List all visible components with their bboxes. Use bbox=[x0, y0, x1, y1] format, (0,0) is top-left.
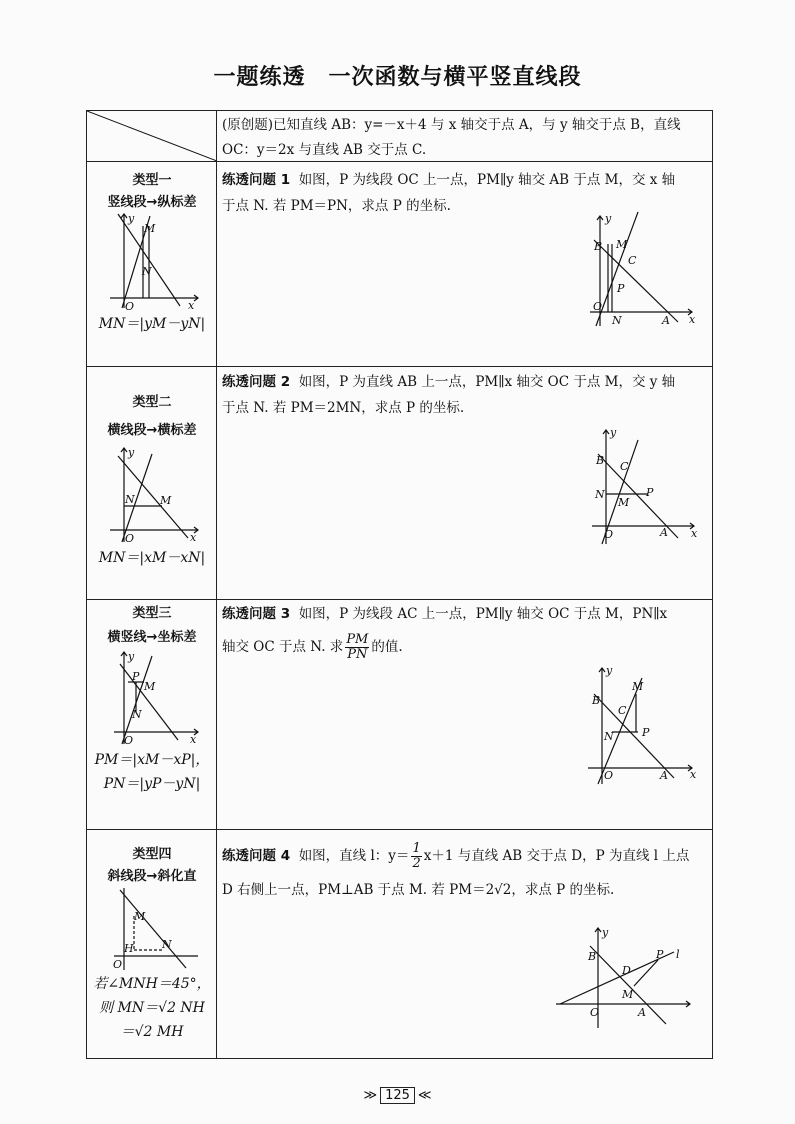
label-M: M bbox=[134, 910, 146, 923]
label-M: M bbox=[144, 680, 156, 693]
problem-two: 练透问题 2 如图，P 为直线 AB 上一点，PM∥x 轴交 OC 于点 M，交 y 轴 于点 N. 若 PM＝2MN，求点 P 的坐标. bbox=[222, 374, 676, 416]
type-one-formula: MN＝|yM－yN| bbox=[98, 316, 206, 332]
fig3-label-P: P bbox=[642, 726, 650, 739]
fig1-label-y: y bbox=[605, 212, 612, 225]
fig1-label-x: x bbox=[689, 313, 696, 326]
type-four-heading: 类型四 斜线段→斜化直 bbox=[107, 847, 197, 884]
label-H: H bbox=[124, 942, 134, 955]
label-N: N bbox=[142, 265, 152, 278]
fig4-label-M: M bbox=[622, 988, 634, 1001]
problem-four: 练透问题 4 如图，直线 l：y＝ $\frac{1}{2}$ x＋1 与直线 AB 交于点 D，P 为直线 l 上点 D 右侧上一点，PM⊥AB 于点 M. 若 PM＝2√2，求点 P 的坐标. bbox=[222, 841, 690, 898]
row-divider bbox=[87, 829, 712, 830]
fig3-label-N: N bbox=[604, 730, 614, 743]
label-x: x bbox=[188, 299, 195, 312]
page-number: 125 bbox=[380, 1087, 415, 1104]
fig4-label-B: B bbox=[588, 950, 597, 963]
label-P: P bbox=[132, 670, 140, 683]
label-M: M bbox=[160, 494, 172, 507]
type-three-formula: PM＝|xM－xP|， PN＝|yP－yN| bbox=[94, 752, 210, 792]
label-y: y bbox=[128, 212, 135, 225]
type-two-diagram bbox=[104, 446, 204, 546]
row-divider bbox=[87, 366, 712, 367]
problem-two-figure bbox=[590, 426, 700, 548]
label-x: x bbox=[190, 733, 197, 746]
fig2-label-A: A bbox=[660, 526, 668, 539]
type-two-formula: MN＝|xM－xN| bbox=[98, 550, 206, 566]
fig4-label-l: l bbox=[676, 948, 680, 961]
fig1-label-N: N bbox=[612, 314, 622, 327]
type-one-diagram bbox=[104, 212, 204, 312]
fig2-label-P: P bbox=[646, 486, 654, 499]
fig2-label-C: C bbox=[620, 460, 629, 473]
label-y: y bbox=[128, 446, 135, 459]
fig2-label-M: M bbox=[618, 496, 630, 509]
row-divider bbox=[87, 599, 712, 600]
type-four-formula: 若∠MNH＝45°， 则 MN＝√2 NH ＝√2 MH bbox=[93, 976, 211, 1040]
problem-three: 练透问题 3 如图，P 为线段 AC 上一点，PM∥y 轴交 OC 于点 M，PN∥x 轴交 OC 于点 N. 求 $\frac{PM}{PN}$ 的值. bbox=[222, 606, 668, 662]
label-y: y bbox=[128, 650, 135, 663]
fig3-label-B: B bbox=[592, 694, 601, 707]
fig2-label-y: y bbox=[610, 426, 617, 439]
column-divider bbox=[216, 111, 217, 1058]
label-N: N bbox=[132, 708, 142, 721]
fig4-label-P: P bbox=[656, 948, 664, 961]
fig3-label-A: A bbox=[660, 769, 668, 782]
fig1-label-A: A bbox=[662, 314, 670, 327]
label-O: O bbox=[124, 734, 134, 746]
fig1-label-O: O bbox=[593, 300, 603, 313]
fig1-label-M: M bbox=[616, 238, 628, 251]
label-O: O bbox=[125, 300, 135, 312]
type-two-heading: 类型二 横线段→横标差 bbox=[107, 395, 197, 438]
type-one-heading: 类型一 竖线段→纵标差 bbox=[107, 173, 197, 210]
fig2-label-N: N bbox=[595, 488, 605, 501]
fig1-label-P: P bbox=[617, 282, 625, 295]
fig2-label-O: O bbox=[604, 528, 614, 541]
fig4-label-O: O bbox=[590, 1006, 600, 1019]
label-M: M bbox=[144, 222, 156, 235]
fig2-label-x: x bbox=[691, 527, 698, 540]
fig1-label-C: C bbox=[628, 254, 637, 267]
problem-four-figure bbox=[554, 924, 694, 1030]
fig3-label-y: y bbox=[606, 664, 613, 677]
fig3-label-C: C bbox=[618, 704, 627, 717]
fig4-label-A: A bbox=[638, 1006, 646, 1019]
fig3-label-O: O bbox=[604, 769, 614, 782]
problem-one: 练透问题 1 如图，P 为线段 OC 上一点，PM∥y 轴交 AB 于点 M，交 x 轴 于点 N. 若 PM＝PN，求点 P 的坐标. bbox=[222, 172, 676, 214]
problem-three-figure bbox=[586, 664, 698, 786]
fig1-label-B: B bbox=[594, 240, 603, 253]
label-x: x bbox=[190, 531, 197, 544]
problem-one-figure bbox=[588, 210, 698, 328]
arrows-right: ≪ bbox=[417, 1088, 432, 1103]
page-footer bbox=[0, 1087, 795, 1104]
intro-text: (原创题)已知直线 AB：y=－x＋4 与 x 轴交于点 A，与 y 轴交于点 B，直线 OC：y＝2x 与直线 AB 交于点 C. bbox=[222, 117, 681, 158]
fig3-label-M: M bbox=[632, 680, 644, 693]
label-O: O bbox=[125, 532, 135, 545]
arrows-left: ≫ bbox=[363, 1088, 378, 1103]
fig4-label-y: y bbox=[602, 926, 609, 939]
label-N: N bbox=[125, 493, 135, 506]
fig4-label-D: D bbox=[622, 964, 631, 977]
type-four-diagram bbox=[108, 886, 204, 972]
page-title: 一题练透 一次函数与横平竖直线段 bbox=[213, 65, 582, 90]
header-diagonal bbox=[87, 111, 217, 161]
fig2-label-B: B bbox=[596, 454, 605, 467]
type-three-diagram bbox=[108, 650, 204, 746]
label-O: O bbox=[113, 958, 123, 971]
type-three-heading: 类型三 横竖线→坐标差 bbox=[107, 606, 197, 645]
label-N: N bbox=[162, 938, 172, 951]
fig3-label-x: x bbox=[690, 768, 697, 781]
